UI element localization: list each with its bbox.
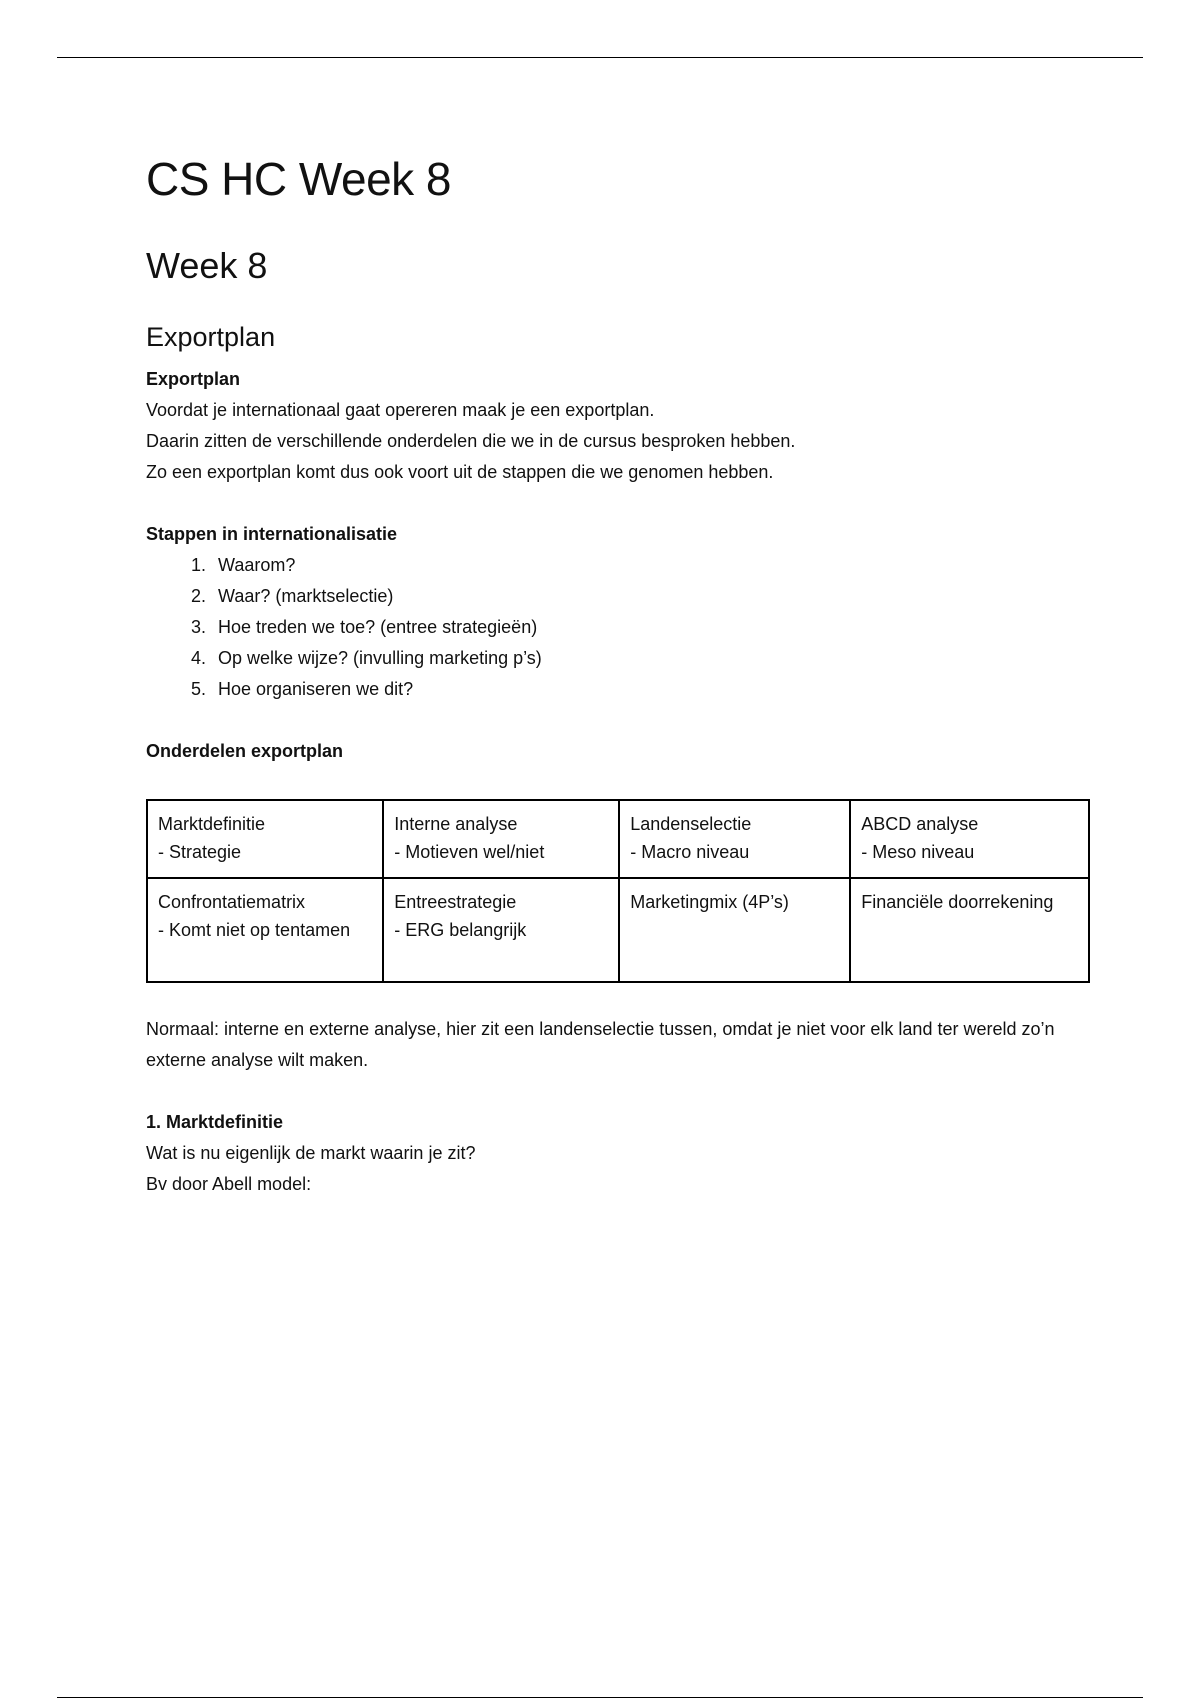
list-text: Op welke wijze? (invulling marketing p’s)	[218, 648, 542, 668]
steps-block	[146, 519, 1090, 705]
components-block	[146, 736, 1090, 983]
steps-heading: Stappen in internationalisatie	[146, 524, 398, 544]
cell-note: - Komt niet op tentamen	[158, 920, 351, 940]
cell-title: Entreestrategie	[394, 892, 517, 912]
list-text: Hoe treden we toe? (entree strategieën)	[218, 617, 538, 637]
cell-title: ABCD analyse	[861, 814, 979, 834]
list-number: 4.	[190, 648, 206, 668]
table-cell	[147, 800, 383, 878]
document-body	[146, 150, 1090, 1200]
intro-heading: Exportplan	[146, 369, 241, 389]
cell-note: - Meso niveau	[861, 842, 975, 862]
cell-note: - ERG belangrijk	[394, 920, 527, 940]
list-text: Hoe organiseren we dit?	[218, 679, 414, 699]
list-text: Waarom?	[218, 555, 296, 575]
components-heading: Onderdelen exportplan	[146, 741, 344, 761]
section-heading: Exportplan	[146, 322, 276, 352]
list-item	[190, 581, 1090, 612]
table-row	[147, 800, 1089, 878]
list-text: Waar? (marktselectie)	[218, 586, 394, 606]
table-row	[147, 878, 1089, 982]
intro-line: Zo een exportplan komt dus ook voort uit de stappen die we genomen hebben.	[146, 462, 774, 482]
cell-title: Financiële doorrekening	[861, 892, 1054, 912]
market-definition-line: Bv door Abell model:	[146, 1174, 312, 1194]
intro-line: Voordat je internationaal gaat opereren maak je een exportplan.	[146, 400, 655, 420]
market-definition-heading: 1. Marktdefinitie	[146, 1112, 284, 1132]
intro-block	[146, 364, 1090, 488]
market-definition-line: Wat is nu eigenlijk de markt waarin je zit?	[146, 1143, 476, 1163]
list-item	[190, 550, 1090, 581]
bottom-rule	[57, 1697, 1143, 1698]
list-item	[190, 612, 1090, 643]
exportplan-table	[146, 799, 1090, 983]
table-cell	[383, 878, 619, 982]
cell-note: - Motieven wel/niet	[394, 842, 545, 862]
list-number: 5.	[190, 679, 206, 699]
top-rule	[57, 57, 1143, 58]
cell-title: Marketingmix (4P’s)	[630, 892, 789, 912]
list-number: 2.	[190, 586, 206, 606]
steps-list	[146, 550, 1090, 705]
cell-title: Confrontatiematrix	[158, 892, 306, 912]
list-number: 1.	[190, 555, 206, 575]
cell-note: - Macro niveau	[630, 842, 750, 862]
list-item	[190, 674, 1090, 705]
analysis-note: Normaal: interne en externe analyse, hier zit een landenselectie tussen, omdat je niet voor elk land ter wereld zo’n externe analyse wilt maken.	[146, 1019, 1055, 1070]
market-definition-block	[146, 1107, 1090, 1200]
cell-title: Marktdefinitie	[158, 814, 266, 834]
cell-title: Interne analyse	[394, 814, 518, 834]
table-cell	[383, 800, 619, 878]
week-heading: Week 8	[146, 245, 268, 286]
document-title: CS HC Week 8	[146, 153, 452, 205]
table-cell	[619, 878, 850, 982]
table-cell	[850, 800, 1089, 878]
table-cell	[147, 878, 383, 982]
list-item	[190, 643, 1090, 674]
table-cell	[619, 800, 850, 878]
cell-note: - Strategie	[158, 842, 242, 862]
table-cell	[850, 878, 1089, 982]
intro-line: Daarin zitten de verschillende onderdelen die we in de cursus besproken hebben.	[146, 431, 796, 451]
list-number: 3.	[190, 617, 206, 637]
cell-title: Landenselectie	[630, 814, 752, 834]
